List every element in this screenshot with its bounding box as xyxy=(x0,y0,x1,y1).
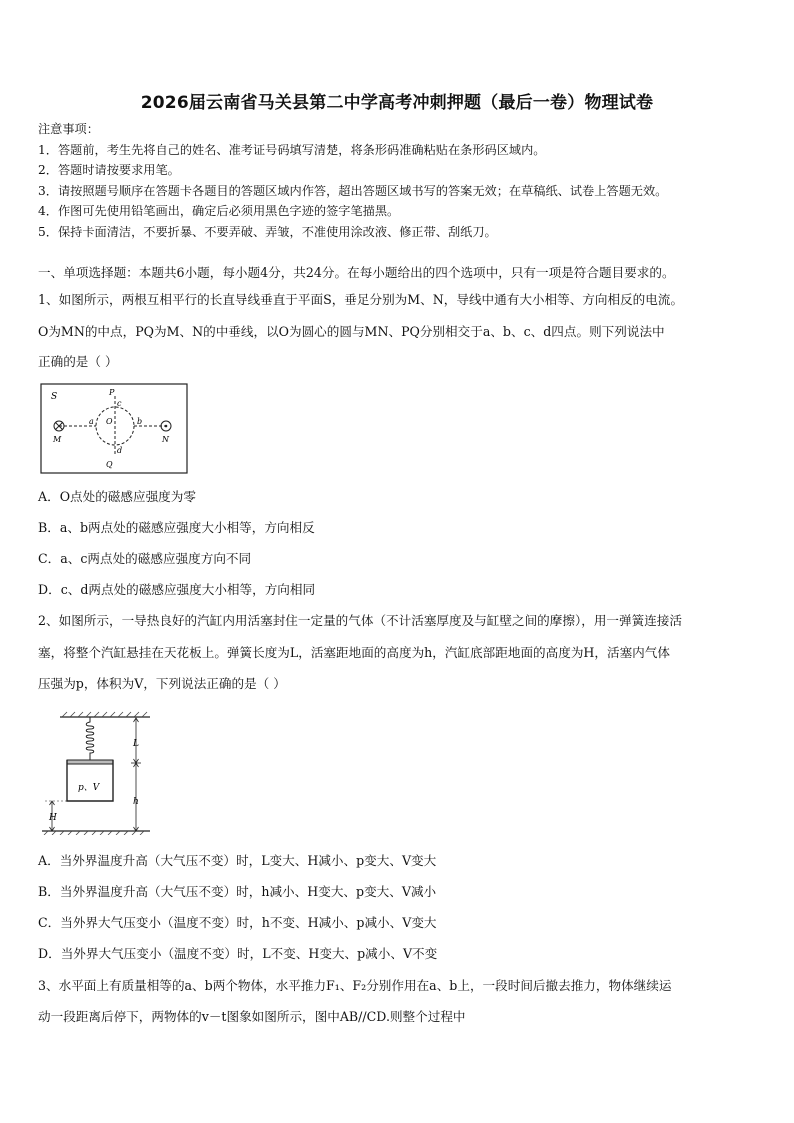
q1-option-d: D．c、d两点处的磁感应强度大小相等，方向相同 xyxy=(38,582,316,597)
label-h: h xyxy=(133,797,139,807)
label-s: S xyxy=(51,392,58,402)
label-m: M xyxy=(53,435,62,444)
q2-line-1: 2、如图所示，一导热良好的汽缸内用活塞封住一定量的气体（不计活塞厚度及与缸壁之间的摩擦），用一弹簧连接活 xyxy=(38,613,682,628)
label-b: b xyxy=(137,417,143,426)
notice-heading: 注意事项： xyxy=(38,122,99,136)
label-q: Q xyxy=(106,460,113,469)
label-c: c xyxy=(117,399,122,408)
label-d: d xyxy=(117,446,123,455)
q1-option-a: A．O点处的磁感应强度为零 xyxy=(38,489,196,504)
q2-option-c: C．当外界大气压变小（温度不变）时，h不变、H减小、p减小、V变大 xyxy=(38,915,437,930)
q2-line-3: 压强为p，体积为V，下列说法正确的是（ ） xyxy=(38,676,286,691)
piston xyxy=(67,760,113,764)
q1-option-b: B．a、b两点处的磁感应强度大小相等，方向相反 xyxy=(38,520,315,535)
notice-item-3: 3．请按照题号顺序在答题卡各题目的答题区域内作答，超出答题区域书写的答案无效；在草稿纸、试卷上答题无效。 xyxy=(38,184,668,198)
q2-option-a: A．当外界温度升高（大气压不变）时，L变大、H减小、p变大、V变大 xyxy=(38,853,437,868)
notice-item-5: 5．保持卡面清洁，不要折暴、不要弄破、弄皱，不准使用涂改液、修正带、刮纸刀。 xyxy=(38,225,497,239)
q3-line-2: 动一段距离后停下，两物体的v－t图象如图所示，图中AB//CD.则整个过程中 xyxy=(38,1009,466,1024)
q2-option-d: D．当外界大气压变小（温度不变）时，L不变、H变大、p减小、V不变 xyxy=(38,946,438,961)
label-h-upper: H xyxy=(49,813,57,823)
label-pv: p、V xyxy=(78,783,100,793)
cylinder xyxy=(67,760,113,801)
q1-line-2: O为MN的中点，PQ为M、N的中垂线，以O为圆心的圆与MN、PQ分别相交于a、b、c、d四点。则下列说法中 xyxy=(38,324,665,339)
q2-figure xyxy=(40,710,155,835)
q2-line-2: 塞，将整个汽缸悬挂在天花板上。弹簧长度为L，活塞距地面的高度为h，汽缸底部距地面的高度为H，活塞内气体 xyxy=(38,645,670,660)
label-o: O xyxy=(106,417,113,426)
page-title: 2026届云南省马关县第二中学高考冲刺押题（最后一卷）物理试卷 xyxy=(140,93,654,113)
label-a: a xyxy=(89,417,94,426)
section-heading: 一、单项选择题：本题共6小题，每小题4分，共24分。在每小题给出的四个选项中，只有一项是符合题目要求的。 xyxy=(38,265,675,280)
notice-item-4: 4．作图可先使用铅笔画出，确定后必须用黑色字迹的签字笔描黑。 xyxy=(38,204,400,218)
label-n: N xyxy=(162,435,169,444)
q1-figure xyxy=(40,382,190,476)
q1-line-3: 正确的是（ ） xyxy=(38,354,118,369)
spring xyxy=(86,717,94,762)
q1-line-1: 1、如图所示，两根互相平行的长直导线垂直于平面S，垂足分别为M、N，导线中通有大小相等、方向相反的电流。 xyxy=(38,292,684,307)
label-l: L xyxy=(133,739,139,749)
q1-option-c: C．a、c两点处的磁感应强度方向不同 xyxy=(38,551,252,566)
q3-line-1: 3、水平面上有质量相等的a、b两个物体，水平推力F₁、F₂分别作用在a、b上，一段时间后撤去推力，物体继续运 xyxy=(38,978,672,993)
notice-item-2: 2．答题时请按要求用笔。 xyxy=(38,163,180,177)
label-p: P xyxy=(109,388,115,397)
q2-option-b: B．当外界温度升高（大气压不变）时，h减小、H变大、p变大、V减小 xyxy=(38,884,437,899)
notice-item-1: 1．答题前，考生先将自己的姓名、准考证号码填写清楚，将条形码准确粘贴在条形码区域内。 xyxy=(38,143,546,157)
